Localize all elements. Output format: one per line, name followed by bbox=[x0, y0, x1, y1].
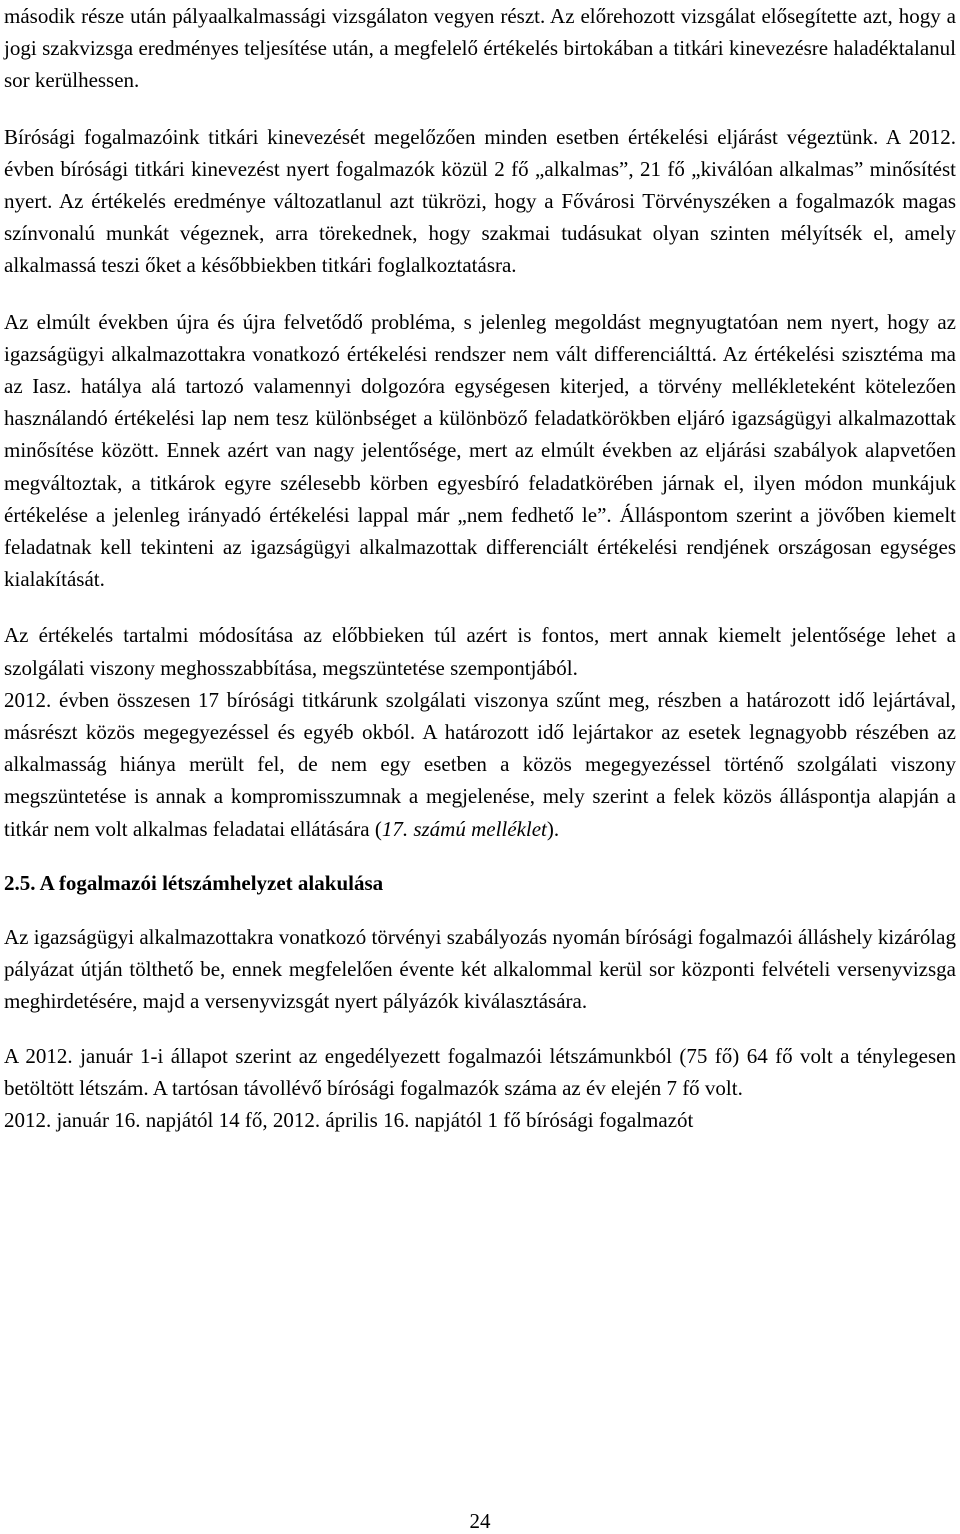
page-number: 24 bbox=[469, 1509, 491, 1533]
paragraph-7: A 2012. január 1-i állapot szerint az engedélyezett fogalmazói létszámunkból (75 fő) 64 fő volt a ténylegesen betöltött létszám. A tartósan távollévő bírósági fogalmazók száma az év elején 7 fő volt. bbox=[4, 1043, 956, 1100]
paragraph-5 bbox=[4, 684, 956, 845]
annex-reference: 17. számú melléklet bbox=[381, 816, 547, 841]
paragraph-2: Bírósági fogalmazóink titkári kinevezését megelőzően minden esetben értékelési eljárást végeztünk. A 2012. évben bírósági titkári kinevezést nyert fogalmazók közül 2 fő „alkalmas”, 21 fő „kiválóan alkalmas” minősítést nyert. Az értékelés eredménye változatlanul azt tükrözi, hogy a Fővárosi Törvényszéken a fogalmazók magas színvonalú munkát végeznek, arra törekednek, hogy szakmai tudásukat olyan szinten mélyítsék el, amely alkalmassá teszi őket a későbbiekben titkári foglalkoztatásra. bbox=[4, 124, 956, 278]
paragraph-8: 2012. január 16. napjától 14 fő, 2012. április 16. napjától 1 fő bírósági fogalmazót bbox=[4, 1108, 694, 1133]
paragraph-5-end: ). bbox=[546, 816, 560, 841]
paragraph-1: második része után pályaalkalmassági vizsgálaton vegyen részt. Az előrehozott vizsgálat elősegítette azt, hogy a jogi szakvizsga eredményes teljesítése után, a megfelelő értékelés birtokában a titkári kinevezésre haladéktalanul sor kerülhessen. bbox=[4, 4, 956, 93]
document-page bbox=[4, 0, 956, 1136]
section-heading: 2.5. A fogalmazói létszámhelyzet alakulása bbox=[4, 870, 384, 895]
paragraph-3: Az elmúlt években újra és újra felvetődő probléma, s jelenleg megoldást megnyugtatóan nem nyert, hogy az igazságügyi alkalmazottakra vonatkozó értékelési rendszer nem vált differenciálttá. Az értékelési szisztéma ma az Iasz. hatálya alá tartozó valamennyi dolgozóra egységesen kiterjed, a törvény mellékleteként kötelezően használandó értékelési lap nem tesz különbséget a különböző feladatkörökben eljáró igazságügyi alkalmazottak minősítése között. Ennek azért van nagy jelentősége, mert az elmúlt években az eljárási szabályok alapvetően megváltoztak, a titkárok egyre szélesebb körben egyesbíró feladatkörében járnak el, ilyen módon munkájuk értékelése a jelenleg irányadó értékelési lappal már „nem fedhető le”. Álláspontom szerint a jövőben kiemelt feladatnak kell tekinteni az igazságügyi alkalmazottak differenciált értékelési rendjének országosan egységes kialakítását. bbox=[4, 309, 956, 592]
paragraph-4: Az értékelés tartalmi módosítása az előbbieken túl azért is fontos, mert annak kiemelt jelentősége lehet a szolgálati viszony meghosszabbítása, megszüntetése szempontjából. bbox=[4, 623, 956, 680]
paragraph-5-text: 2012. évben összesen 17 bírósági titkárunk szolgálati viszonya szűnt meg, részben a határozott idő lejártával, másrészt közös megegyezéssel és egyéb okból. A határozott idő lejártakor az esetek legnagyobb részében az alkalmasság hiánya merült fel, de nem egy esetben a közös megegyezéssel történő szolgálati viszony megszüntetése is annak a kompromisszumnak a megjelenése, mely szerint a felek közös álláspontja alapján a titkár nem volt alkalmas feladatai ellátására ( bbox=[4, 687, 956, 841]
paragraph-6: Az igazságügyi alkalmazottakra vonatkozó törvényi szabályozás nyomán bírósági fogalmazói álláshely kizárólag pályázat útján tölthető be, ennek megfelelően évente két alkalommal kerül sor központi felvételi versenyvizsga meghirdetésére, majd a versenyvizsgát nyert pályázók kiválasztására. bbox=[4, 925, 956, 1014]
